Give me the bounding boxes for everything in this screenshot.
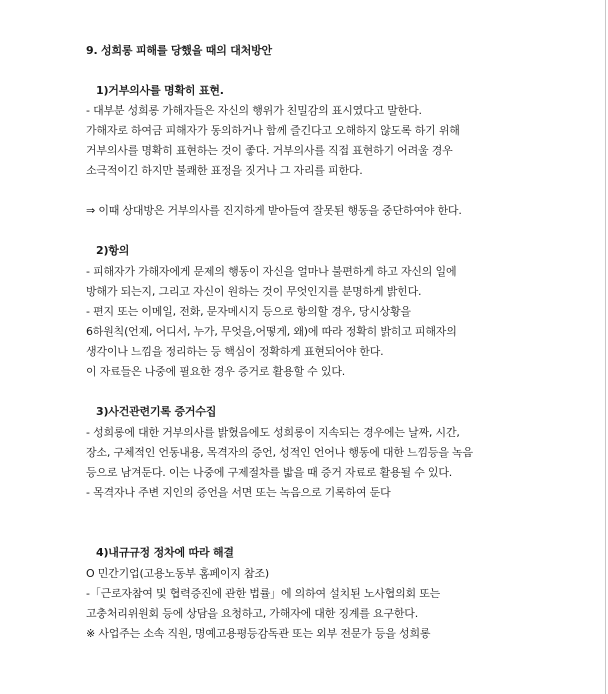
section-4-heading: 4)내규규정 정차에 따라 해결 [96,546,234,559]
section-4-line-2: -「근로자참여 및 협력증진에 관한 법률」에 의하여 설치된 노사협의회 또는 [86,587,441,600]
section-4-line-3: 고충처리위원회 등에 상담을 요청하고, 가해자에 대한 징계를 요구한다. [86,607,419,620]
section-3-line-1: - 성희롱에 대한 거부의사를 밝혔음에도 성희롱이 지속되는 경우에는 날짜, 시간, [86,426,460,439]
section-2-line-4: 6하원칙(언제, 어디서, 누가, 무엇을,어떻게, 왜)에 따라 정확히 밝히고 피해자의 [86,325,457,338]
section-3-line-3: 등으로 남겨둔다. 이는 나중에 구제절차를 밟을 때 증거 자료로 활용될 수 있다. [86,466,453,479]
section-1-line-4: 소극적이긴 하지만 불쾌한 표정을 짓거나 그 자리를 피한다. [86,164,363,177]
section-3-line-4: - 목격자나 주변 지인의 증언을 서면 또는 녹음으로 기록하여 둔다 [86,486,391,499]
section-2-line-6: 이 자료들은 나중에 필요한 경우 증거로 활용할 수 있다. [86,365,346,378]
section-2-heading: 2)항의 [96,244,130,257]
document-title: 9. 성희롱 피해를 당했을 때의 대처방안 [86,44,272,57]
section-2-line-5: 생각이나 느낌을 정리하는 등 핵심이 정확하게 표현되어야 한다. [86,345,384,358]
section-1-heading: 1)거부의사를 명확히 표현. [96,84,224,97]
section-2-line-1: - 피해자가 가해자에게 문제의 행동이 자신을 얼마나 불편하게 하고 자신의 일에 [86,265,457,278]
section-1-line-2: 가해자로 하여금 피해자가 동의하거나 함께 즐긴다고 오해하지 않도록 하기 위해 [86,124,460,137]
section-4-line-4: ※ 사업주는 소속 직원, 명예고용평등감독관 또는 외부 전문가 등을 성희롱 [86,627,431,640]
page-edge [605,0,606,694]
section-4-line-1: O 민간기업(고용노동부 홈페이지 참조) [86,567,269,580]
section-1-line-5: ⇒ 이때 상대방은 거부의사를 진지하게 받아들여 잘못된 행동을 중단하여야 한다. [86,204,462,217]
section-3-line-2: 장소, 구체적인 언동내용, 목격자의 증언, 성적인 언어나 행동에 대한 느낌등을 녹음 [86,446,473,459]
section-1-line-1: - 대부분 성희롱 가해자들은 자신의 행위가 친밀감의 표시였다고 말한다. [86,104,422,117]
section-2-line-3: - 편지 또는 이메일, 전화, 문자메시지 등으로 항의할 경우, 당시상황을 [86,305,411,318]
section-2-line-2: 방해가 되는지, 그리고 자신이 원하는 것이 무엇인지를 분명하게 밝힌다. [86,285,422,298]
section-1-line-3: 거부의사를 명확히 표현하는 것이 좋다. 거부의사를 직접 표현하기 어려울 경우 [86,144,453,157]
section-3-heading: 3)사건관련기록 증거수집 [96,405,217,418]
